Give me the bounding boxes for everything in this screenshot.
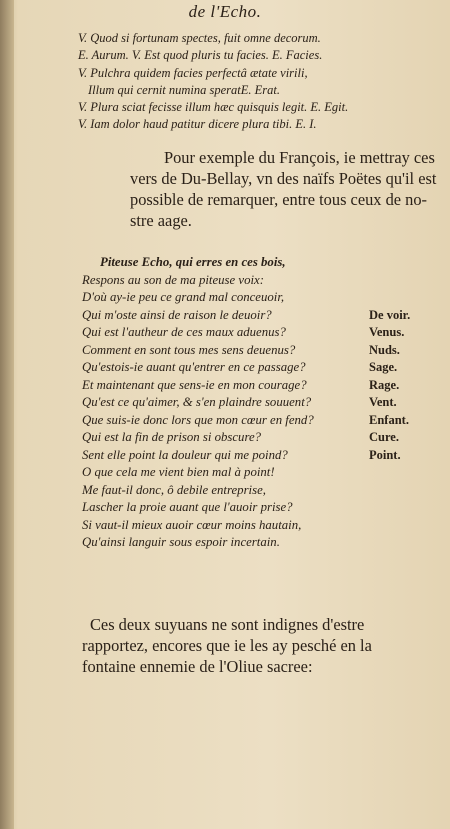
poem-echo-word	[369, 289, 427, 307]
poem-echo-word	[369, 272, 427, 290]
poem-echo-word	[369, 254, 427, 272]
poem-echo-word: Rage.	[369, 377, 400, 392]
poem-verse: Et maintenant que sens-ie en mon courage?	[82, 377, 307, 392]
latin-line: Illum qui cernit numina speratE. Erat.	[88, 82, 280, 97]
poem-verse: Sent elle point la douleur qui me poind?	[82, 447, 288, 462]
paragraph-line: rapportez, encores que ie les ay pesché en la	[82, 636, 372, 655]
poem-echo-word: Venus.	[369, 325, 405, 339]
poem-verse: D'où ay-ie peu ce grand mal conceuoir,	[82, 290, 285, 304]
paragraph-line: Pour exemple du François, ie mettray ces	[164, 148, 435, 167]
poem-verse: Qui m'oste ainsi de raison le deuoir?	[82, 307, 272, 322]
poem-echo-word: De voir.	[369, 307, 411, 322]
echo-poem	[82, 254, 427, 552]
poem-line	[82, 412, 427, 430]
poem-echo-word	[369, 534, 427, 552]
poem-echo-word: Enfant.	[369, 412, 409, 427]
poem-line	[82, 377, 427, 395]
poem-line	[82, 447, 427, 465]
poem-line	[82, 342, 427, 360]
poem-line	[82, 499, 427, 517]
poem-verse: Si vaut-il mieux auoir cœur moins hautain,	[82, 517, 302, 532]
intro-paragraph	[96, 147, 437, 231]
poem-verse: Me faut-il donc, ô debile entreprise,	[82, 482, 266, 497]
poem-verse: Qui est la fin de prison si obscure?	[82, 430, 262, 444]
poem-line	[82, 254, 427, 272]
poem-echo-word: Sage.	[369, 360, 398, 374]
poem-echo-word	[369, 517, 427, 535]
poem-verse: Que suis-ie donc lors que mon cœur en fend?	[82, 412, 314, 427]
paragraph-line: fontaine ennemie de l'Oliue sacree:	[82, 657, 313, 676]
poem-line	[82, 429, 427, 447]
poem-echo-word: Point.	[369, 447, 401, 462]
poem-echo-word	[369, 482, 427, 500]
poem-verse: Respons au son de ma piteuse voix:	[82, 272, 264, 287]
poem-verse: Qu'estois-ie auant qu'entrer en ce passage?	[82, 360, 306, 374]
poem-echo-word: Nuds.	[369, 342, 400, 357]
poem-verse: Qu'ainsi languir sous espoir incertain.	[82, 535, 280, 549]
poem-line	[82, 307, 427, 325]
closing-paragraph	[82, 614, 427, 677]
poem-echo-word	[369, 499, 427, 517]
paragraph-line: possible de remarquer, entre tous ceux de no-	[130, 190, 427, 209]
poem-line	[82, 517, 427, 535]
poem-verse: Qu'est ce qu'aimer, & s'en plaindre souuent?	[82, 395, 312, 409]
poem-echo-word: Vent.	[369, 395, 397, 409]
paragraph-line: vers de Du-Bellay, vn des naïfs Poëtes qu'il est	[130, 169, 437, 188]
poem-echo-word: Cure.	[369, 430, 399, 444]
poem-verse: Comment en sont tous mes sens deuenus?	[82, 342, 296, 357]
poem-verse: Piteuse Echo, qui erres en ces bois,	[100, 255, 286, 269]
poem-line	[82, 394, 427, 412]
poem-line	[82, 464, 427, 482]
latin-line: E. Aurum. V. Est quod pluris tu facies. E. Facies.	[78, 48, 323, 63]
poem-line	[82, 272, 427, 290]
poem-line	[82, 359, 427, 377]
latin-line: V. Plura sciat fecisse illum hæc quisquis legit. E. Egit.	[78, 100, 349, 115]
paragraph-line: Ces deux suyuans ne sont indignes d'estre	[90, 615, 365, 634]
poem-echo-word	[369, 464, 427, 482]
poem-verse: O que cela me vient bien mal à point!	[82, 465, 275, 479]
poem-verse: Qui est l'autheur de ces maux aduenus?	[82, 325, 286, 339]
poem-line	[82, 482, 427, 500]
latin-line: V. Quod si fortunam spectes, fuit omne decorum.	[78, 31, 321, 45]
page-gutter	[0, 0, 14, 829]
paragraph-line: stre aage.	[130, 211, 192, 230]
poem-line	[82, 534, 427, 552]
running-head: de l'Echo.	[188, 2, 262, 21]
latin-line: V. Iam dolor haud patitur dicere plura tibi. E. I.	[78, 117, 317, 132]
poem-verse: Lascher la proie auant que l'auoir prise?	[82, 500, 293, 514]
latin-line: V. Pulchra quidem facies perfectâ ætate virili,	[78, 65, 308, 80]
poem-line	[82, 324, 427, 342]
poem-line	[82, 289, 427, 307]
latin-echo-dialogue	[78, 30, 428, 134]
